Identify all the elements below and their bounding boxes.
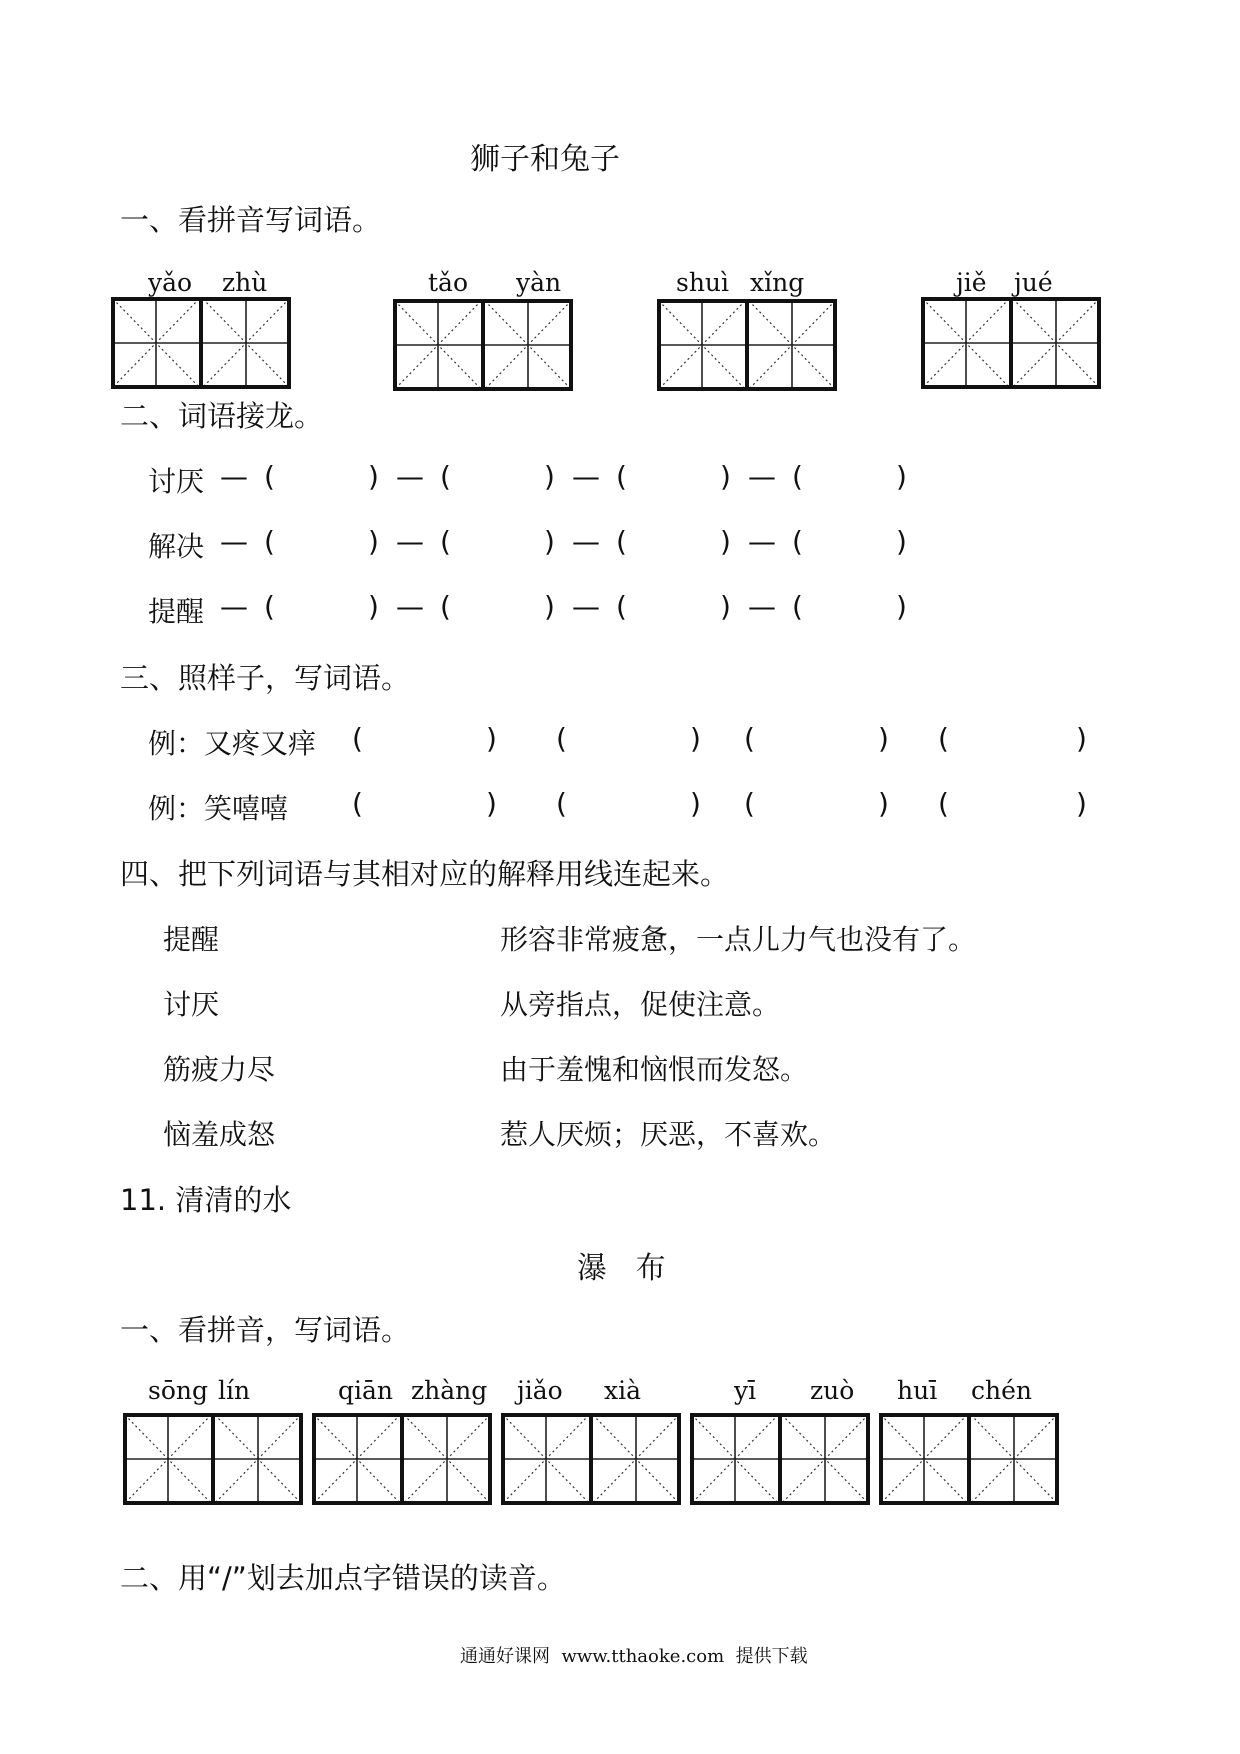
- pinyin-label: xià: [604, 1376, 641, 1405]
- chain-dash: —: [220, 460, 248, 493]
- pinyin-label: yàn: [516, 268, 562, 297]
- writing-grid[interactable]: [393, 299, 573, 391]
- chain-dash: —: [748, 590, 776, 623]
- chain-dash: —: [748, 460, 776, 493]
- chain-dash: —: [396, 590, 424, 623]
- page-footer: 通通好课网 www.tthaoke.com 提供下载: [460, 1646, 808, 1667]
- matching-word[interactable]: 提醒: [163, 923, 220, 956]
- chain-dash: —: [572, 460, 600, 493]
- answer-blank-open[interactable]: (: [352, 722, 363, 755]
- answer-blank-open[interactable]: (: [616, 590, 627, 623]
- answer-blank-open[interactable]: (: [792, 590, 803, 623]
- answer-blank-close[interactable]: ): [878, 787, 889, 820]
- answer-blank-close[interactable]: ): [878, 722, 889, 755]
- section-heading-pronunciation: 二、用“/”划去加点字错误的读音。: [120, 1561, 566, 1595]
- tian-cells: [111, 297, 291, 389]
- answer-blank-open[interactable]: (: [264, 590, 275, 623]
- section-heading-pinyin-2: 一、看拼音，写词语。: [120, 1313, 411, 1347]
- matching-word[interactable]: 讨厌: [163, 988, 220, 1021]
- pinyin-label: jué: [1014, 268, 1053, 297]
- matching-meaning[interactable]: 从旁指点，促使注意。: [500, 988, 781, 1021]
- tian-cells: [393, 299, 573, 391]
- writing-grid[interactable]: [921, 297, 1101, 389]
- page-title: 狮子和兔子: [470, 142, 620, 177]
- answer-blank-close[interactable]: ): [896, 590, 907, 623]
- answer-blank-close[interactable]: ): [544, 460, 555, 493]
- answer-blank-open[interactable]: (: [440, 590, 451, 623]
- answer-blank-close[interactable]: ): [368, 525, 379, 558]
- answer-blank-close[interactable]: ): [1076, 722, 1087, 755]
- chain-dash: —: [220, 525, 248, 558]
- answer-blank-open[interactable]: (: [616, 460, 627, 493]
- pinyin-label: xǐng: [750, 268, 805, 297]
- tian-cells: [657, 299, 837, 391]
- section-heading-chain: 二、词语接龙。: [120, 399, 324, 433]
- answer-blank-open[interactable]: (: [792, 460, 803, 493]
- answer-blank-close[interactable]: ): [720, 525, 731, 558]
- chain-dash: —: [396, 460, 424, 493]
- chain-dash: —: [220, 590, 248, 623]
- pinyin-label: chén: [971, 1376, 1032, 1405]
- chain-dash: —: [572, 525, 600, 558]
- tian-cells: [921, 297, 1101, 389]
- answer-blank-open[interactable]: (: [744, 722, 755, 755]
- pinyin-label: jiǎo: [517, 1376, 563, 1405]
- page-subtitle: 瀑 布: [577, 1251, 666, 1286]
- pinyin-label: zhàng: [411, 1376, 488, 1405]
- writing-grid[interactable]: [123, 1413, 303, 1505]
- answer-blank-open[interactable]: (: [938, 722, 949, 755]
- pinyin-label: jiě: [956, 268, 987, 297]
- answer-blank-open[interactable]: (: [264, 525, 275, 558]
- pinyin-label: qiān: [338, 1376, 394, 1405]
- answer-blank-open[interactable]: (: [616, 525, 627, 558]
- matching-meaning[interactable]: 由于羞愧和恼恨而发怒。: [500, 1053, 809, 1086]
- pinyin-label: yǎo: [148, 268, 193, 297]
- answer-blank-close[interactable]: ): [368, 590, 379, 623]
- writing-grid[interactable]: [111, 297, 291, 389]
- tian-cells: [312, 1413, 492, 1505]
- tian-cells: [690, 1413, 870, 1505]
- answer-blank-close[interactable]: ): [896, 525, 907, 558]
- answer-blank-close[interactable]: ): [690, 787, 701, 820]
- answer-blank-open[interactable]: (: [744, 787, 755, 820]
- answer-blank-close[interactable]: ): [368, 460, 379, 493]
- answer-blank-close[interactable]: ): [544, 590, 555, 623]
- tian-cells: [501, 1413, 681, 1505]
- example-word: 例：笑嘻嘻: [148, 792, 289, 825]
- answer-blank-open[interactable]: (: [556, 787, 567, 820]
- chain-start-word: 讨厌: [148, 465, 205, 498]
- answer-blank-close[interactable]: ): [896, 460, 907, 493]
- answer-blank-open[interactable]: (: [792, 525, 803, 558]
- example-word: 例：又疼又痒: [148, 727, 317, 760]
- tian-cells: [879, 1413, 1059, 1505]
- answer-blank-open[interactable]: (: [938, 787, 949, 820]
- writing-grid[interactable]: [879, 1413, 1059, 1505]
- pinyin-label: shuì: [676, 268, 730, 297]
- chain-start-word: 解决: [148, 530, 205, 563]
- pinyin-label: huī: [897, 1376, 938, 1405]
- pinyin-label: zuò: [810, 1376, 855, 1405]
- lesson-label: 11. 清清的水: [120, 1183, 292, 1217]
- matching-meaning[interactable]: 形容非常疲惫，一点儿力气也没有了。: [500, 923, 977, 956]
- section-heading-example: 三、照样子，写词语。: [120, 661, 411, 695]
- matching-word[interactable]: 恼羞成怒: [163, 1118, 276, 1151]
- answer-blank-close[interactable]: ): [1076, 787, 1087, 820]
- pinyin-label: zhù: [222, 268, 268, 297]
- matching-meaning[interactable]: 惹人厌烦；厌恶，不喜欢。: [500, 1118, 837, 1151]
- chain-dash: —: [748, 525, 776, 558]
- chain-start-word: 提醒: [148, 595, 205, 628]
- section-heading-matching: 四、把下列词语与其相对应的解释用线连起来。: [120, 857, 730, 891]
- writing-grid[interactable]: [690, 1413, 870, 1505]
- writing-grid[interactable]: [657, 299, 837, 391]
- chain-dash: —: [572, 590, 600, 623]
- answer-blank-open[interactable]: (: [556, 722, 567, 755]
- pinyin-label: yī: [734, 1376, 757, 1405]
- answer-blank-close[interactable]: ): [720, 590, 731, 623]
- answer-blank-close[interactable]: ): [690, 722, 701, 755]
- answer-blank-close[interactable]: ): [486, 722, 497, 755]
- answer-blank-close[interactable]: ): [486, 787, 497, 820]
- pinyin-label: lín: [218, 1376, 251, 1405]
- tian-cells: [123, 1413, 303, 1505]
- answer-blank-open[interactable]: (: [352, 787, 363, 820]
- answer-blank-open[interactable]: (: [440, 525, 451, 558]
- writing-grid[interactable]: [501, 1413, 681, 1505]
- pinyin-label: tǎo: [428, 268, 469, 297]
- answer-blank-open[interactable]: (: [440, 460, 451, 493]
- writing-grid[interactable]: [312, 1413, 492, 1505]
- matching-word[interactable]: 筋疲力尽: [163, 1053, 276, 1086]
- chain-dash: —: [396, 525, 424, 558]
- section-heading-pinyin: 一、看拼音写词语。: [120, 203, 382, 237]
- answer-blank-close[interactable]: ): [544, 525, 555, 558]
- answer-blank-open[interactable]: (: [264, 460, 275, 493]
- answer-blank-close[interactable]: ): [720, 460, 731, 493]
- pinyin-label: sōng: [148, 1376, 208, 1405]
